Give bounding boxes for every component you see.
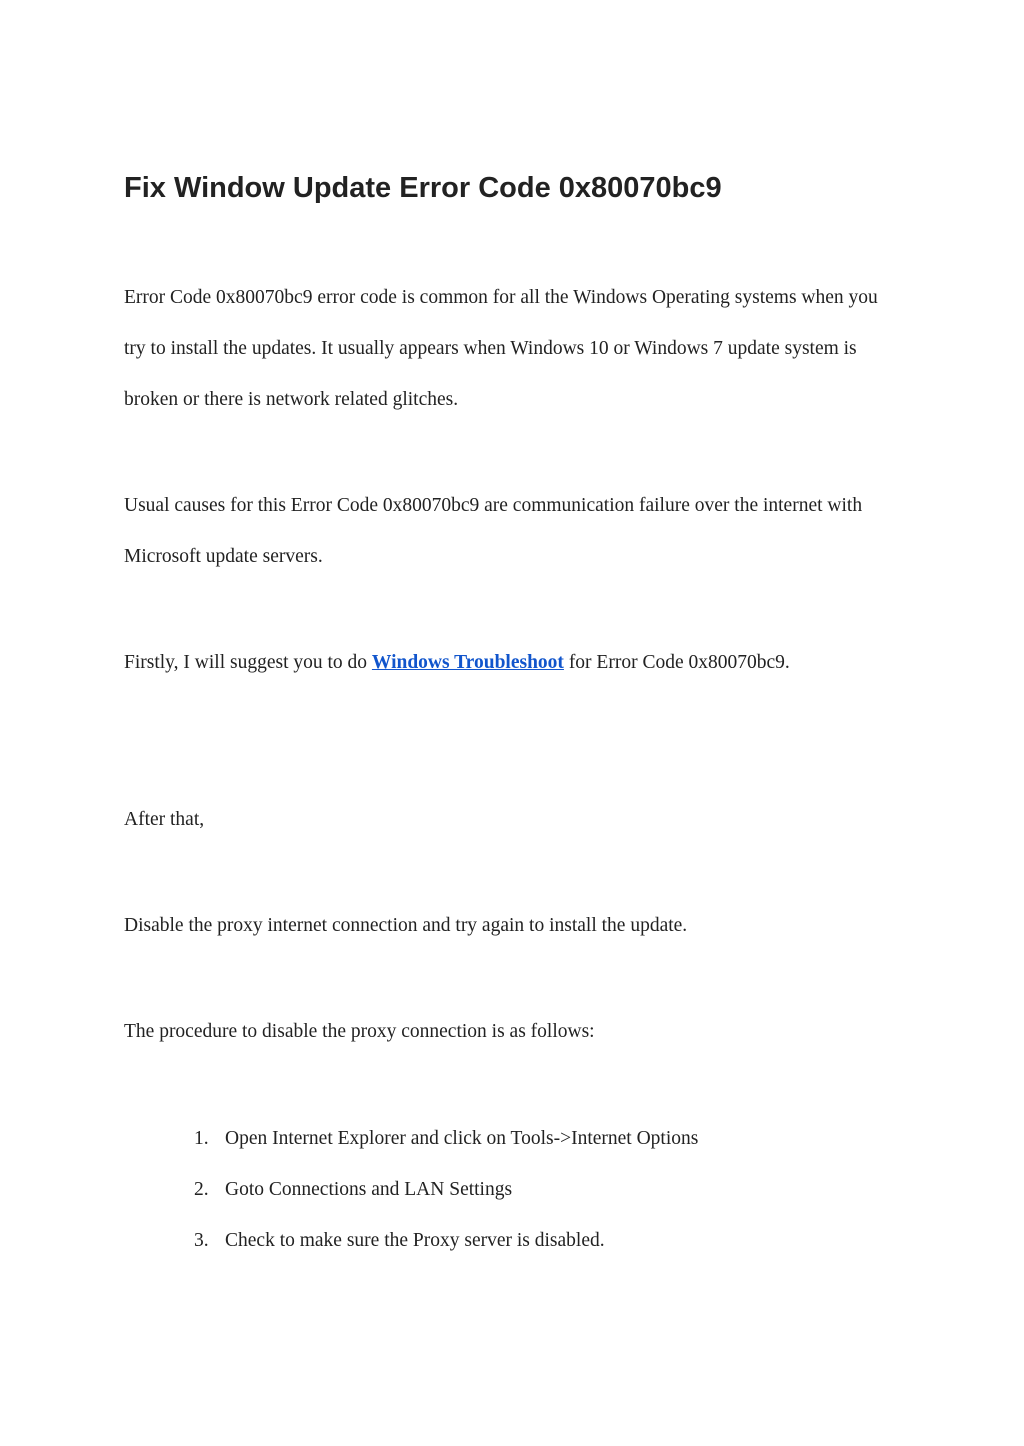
step-number: 1. — [194, 1128, 209, 1149]
procedure-paragraph: The procedure to disable the proxy connection is as follows: — [124, 1021, 595, 1042]
step-number: 3. — [194, 1230, 209, 1251]
step-number: 2. — [194, 1179, 209, 1200]
suggestion-paragraph — [124, 637, 824, 688]
windows-troubleshoot-link[interactable]: Windows Troubleshoot — [371, 652, 564, 673]
causes-paragraph: Usual causes for this Error Code 0x80070bc9 are communication failure over the internet with Microsoft update servers. — [124, 495, 863, 567]
step-text: Open Internet Explorer and click on Tools->Internet Options — [225, 1128, 699, 1149]
step-text: Check to make sure the Proxy server is disabled. — [225, 1230, 605, 1251]
disable-proxy-paragraph: Disable the proxy internet connection and try again to install the update. — [124, 915, 688, 936]
procedure-steps-list — [124, 1113, 698, 1266]
list-item — [124, 1164, 698, 1215]
intro-paragraph: Error Code 0x80070bc9 error code is common for all the Windows Operating systems when you try to install the updates. It usually appears when Windows 10 or Windows 7 update system is broken or there is network related glitches. — [124, 287, 878, 410]
suggestion-text-before: Firstly, I will suggest you to do — [124, 652, 372, 673]
list-item — [124, 1113, 698, 1164]
step-text: Goto Connections and LAN Settings — [225, 1179, 513, 1200]
list-item — [124, 1215, 698, 1266]
after-that-paragraph: After that, — [124, 809, 205, 830]
page-title: Fix Window Update Error Code 0x80070bc9 — [124, 172, 722, 204]
suggestion-text-after: for Error Code 0x80070bc9. — [563, 652, 790, 673]
